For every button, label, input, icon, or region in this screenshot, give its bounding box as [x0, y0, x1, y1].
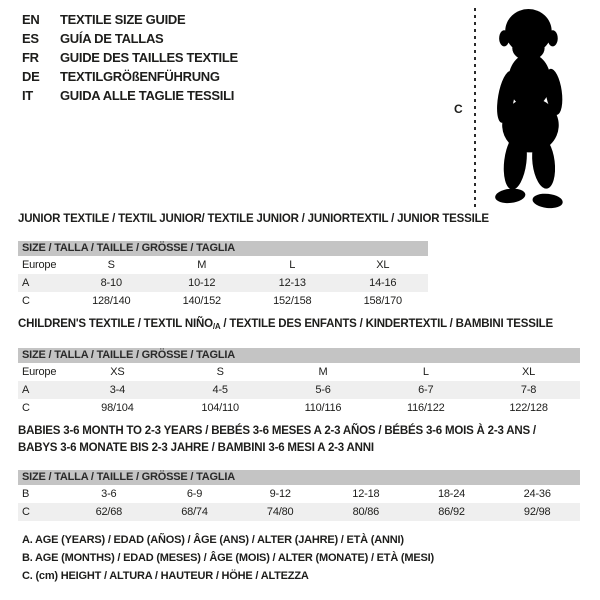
table-cell: 6-7	[418, 384, 434, 396]
babies-title-line2: BABYS 3-6 MONATE BIS 2-3 JAHRE / BAMBINI 3-6 MESI A 2-3 ANNI	[18, 442, 374, 454]
table-row	[18, 292, 428, 310]
table-cell: XS	[110, 366, 125, 378]
table-cell: S	[107, 259, 115, 271]
table-row	[18, 485, 580, 503]
table-cell: 140/152	[182, 295, 221, 307]
babies-table-title	[18, 423, 580, 457]
junior-size-header-bar: SIZE / TALLA / TAILLE / GRÖSSE / TAGLIA	[18, 241, 428, 256]
lang-title: TEXTILGRÖßENFÜHRUNG	[60, 69, 220, 84]
title-part: / TEXTILE DES ENFANTS / KINDERTEXTIL / BAMBINI TESSILE	[220, 318, 553, 330]
table-row	[18, 381, 580, 399]
table-cell: L	[289, 259, 296, 271]
row-label: A	[22, 384, 30, 396]
lang-title: GUIDA ALLE TAGLIE TESSILI	[60, 88, 235, 103]
table-cell: 80/86	[352, 506, 380, 518]
junior-textile-section	[18, 212, 489, 310]
height-measure-label: C	[454, 102, 463, 116]
footnote-a: A. AGE (YEARS) / EDAD (AÑOS) / ÂGE (ANS) / ALTER (JAHRE) / ETÀ (ANNI)	[22, 534, 404, 546]
table-cell: 12-13	[278, 277, 306, 289]
footnote-c: C. (cm) HEIGHT / ALTURA / HAUTEUR / HÖHE / ALTEZZA	[22, 570, 309, 582]
table-cell: 122/128	[509, 402, 548, 414]
table-cell: 5-6	[315, 384, 331, 396]
childrens-table-title	[18, 317, 580, 334]
table-cell: 128/140	[92, 295, 131, 307]
lang-code: EN	[22, 12, 40, 27]
table-cell: 98/104	[101, 402, 134, 414]
lang-row-it	[22, 86, 238, 105]
lang-title: TEXTILE SIZE GUIDE	[60, 12, 186, 27]
footnote-b: B. AGE (MONTHS) / EDAD (MESES) / ÂGE (MOIS) / ALTER (MONATE) / ETÀ (MESI)	[22, 552, 434, 564]
table-cell: 9-12	[269, 488, 291, 500]
table-cell: S	[216, 366, 224, 378]
table-row	[18, 256, 428, 274]
table-cell: 104/110	[201, 402, 239, 414]
row-label: C	[22, 506, 30, 518]
lang-title: GUIDE DES TAILLES TEXTILE	[60, 50, 238, 65]
row-label: Europe	[22, 259, 57, 271]
table-cell: 68/74	[181, 506, 208, 518]
lang-code: FR	[22, 50, 39, 65]
toddler-silhouette-image	[482, 8, 587, 210]
table-row	[18, 399, 580, 417]
childrens-size-header-bar: SIZE / TALLA / TAILLE / GRÖSSE / TAGLIA	[18, 348, 580, 363]
table-cell: XL	[376, 259, 390, 271]
table-cell: 6-9	[186, 488, 203, 500]
height-figure	[452, 8, 592, 210]
lang-row-en	[22, 10, 238, 29]
lang-row-es	[22, 29, 238, 48]
table-cell: M	[318, 366, 328, 378]
table-cell: 92/98	[523, 506, 551, 518]
junior-table-title: JUNIOR TEXTILE / TEXTIL JUNIOR/ TEXTILE JUNIOR / JUNIORTEXTIL / JUNIOR TESSILE	[18, 213, 489, 225]
table-row	[18, 363, 580, 381]
table-cell: 152/158	[273, 295, 312, 307]
table-cell: 62/68	[95, 506, 123, 518]
row-label: Europe	[22, 366, 57, 378]
table-cell: 86/92	[438, 506, 465, 518]
table-cell: 3-4	[109, 384, 126, 396]
table-cell: 14-16	[369, 277, 397, 289]
table-cell: 3-6	[101, 488, 117, 500]
table-cell: 74/80	[266, 506, 294, 518]
footnotes	[22, 531, 434, 585]
childrens-textile-section	[18, 317, 580, 417]
table-cell: 10-12	[188, 277, 216, 289]
table-cell: 8-10	[100, 277, 122, 289]
lang-row-fr	[22, 48, 238, 67]
table-row	[18, 503, 580, 521]
babies-textile-section	[18, 423, 580, 521]
table-cell: 24-36	[523, 488, 551, 500]
babies-title-line1: BABIES 3-6 MONTH TO 2-3 YEARS / BEBÉS 3-6 MESES A 2-3 AÑOS / BÉBÉS 3-6 MOIS À 2-3 ANS /	[18, 425, 536, 437]
table-cell: XL	[522, 366, 536, 378]
lang-title: GUÍA DE TALLAS	[60, 31, 164, 46]
table-cell: 12-18	[352, 488, 380, 500]
lang-code: DE	[22, 69, 40, 84]
table-cell: M	[197, 259, 207, 271]
table-cell: 18-24	[437, 488, 466, 500]
language-header	[22, 10, 238, 105]
title-part: CHILDREN'S TEXTILE / TEXTIL NIÑO	[18, 318, 213, 330]
row-label: B	[22, 488, 30, 500]
row-label: C	[22, 295, 30, 307]
table-cell: 4-5	[212, 384, 228, 396]
title-subscript: /A	[212, 322, 221, 331]
lang-code: ES	[22, 31, 39, 46]
table-cell: 7-8	[520, 384, 537, 396]
height-measure-dashed-line	[474, 8, 476, 208]
table-cell: 110/116	[304, 402, 342, 414]
table-row	[18, 274, 428, 292]
table-cell: 158/170	[363, 295, 402, 307]
row-label: A	[22, 277, 30, 289]
table-cell: L	[422, 366, 429, 378]
babies-size-header-bar: SIZE / TALLA / TAILLE / GRÖSSE / TAGLIA	[18, 470, 580, 485]
lang-code: IT	[22, 88, 33, 103]
lang-row-de	[22, 67, 238, 86]
row-label: C	[22, 402, 30, 414]
table-cell: 116/122	[407, 402, 445, 414]
